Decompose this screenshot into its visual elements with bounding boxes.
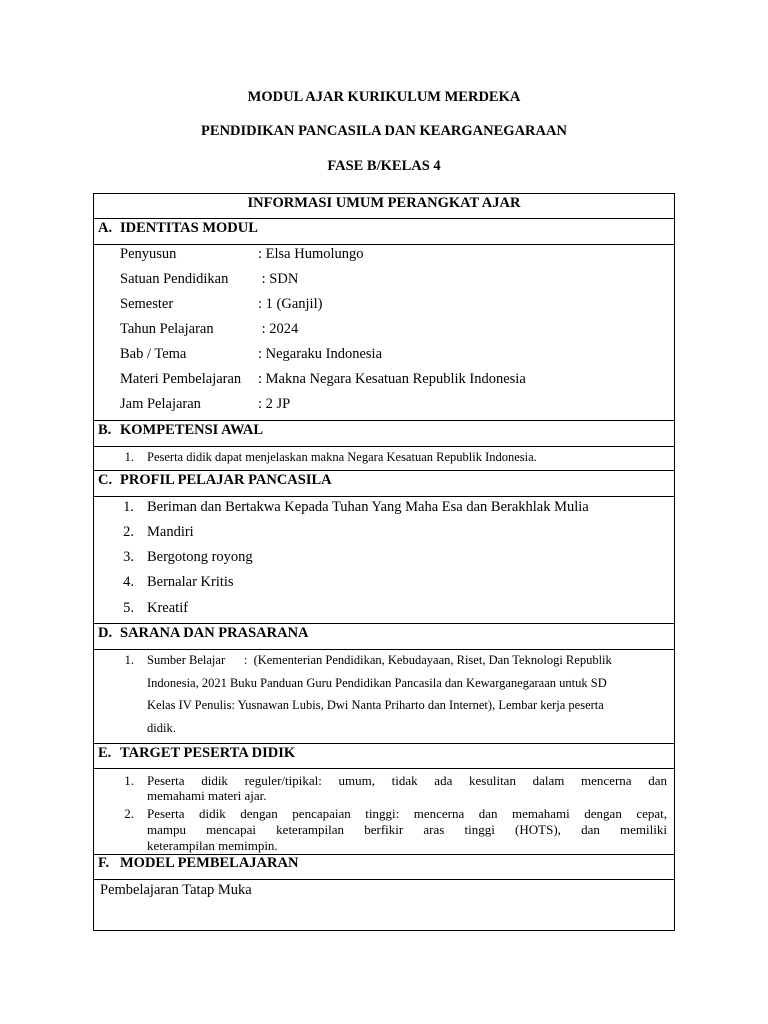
section-c-letter: C. xyxy=(98,472,113,488)
list-number: 1. xyxy=(123,499,134,515)
list-number: 1. xyxy=(124,653,134,667)
identity-label: Materi Pembelajaran xyxy=(120,371,242,387)
list-item: Bergotong royong xyxy=(147,549,253,565)
list-number: 5. xyxy=(123,600,134,616)
target-line: mampu mencapai keterampilan berfikir aras tinggi (HOTS), dan memiliki xyxy=(147,822,667,837)
identity-value: : 1 (Ganjil) xyxy=(258,296,323,312)
section-d-letter: D. xyxy=(98,625,113,641)
section-e-title: TARGET PESERTA DIDIK xyxy=(120,745,296,761)
section-c-title: PROFIL PELAJAR PANCASILA xyxy=(120,472,332,488)
identity-label: Jam Pelajaran xyxy=(120,396,201,412)
identity-value: : Elsa Humolungo xyxy=(258,246,364,262)
divider xyxy=(94,244,674,245)
target-line: Peserta didik reguler/tipikal: umum, tidak ada kesulitan dalam mencerna dan xyxy=(147,773,667,788)
divider xyxy=(94,446,674,447)
identity-value: : 2 JP xyxy=(258,396,291,412)
target-line: keterampilan memimpin. xyxy=(147,838,278,853)
divider xyxy=(94,879,674,880)
section-a-title: IDENTITAS MODUL xyxy=(120,220,258,236)
resource-line: Indonesia, 2021 Buku Panduan Guru Pendidikan Pancasila dan Kewarganegaraan untuk SD xyxy=(147,676,607,690)
resource-line: Sumber Belajar : (Kementerian Pendidikan, Kebudayaan, Riset, Dan Teknologi Republik xyxy=(147,653,612,667)
identity-label: Bab / Tema xyxy=(120,346,187,362)
identity-label: Semester xyxy=(120,296,174,312)
section-b-letter: B. xyxy=(98,422,112,438)
resource-line: didik. xyxy=(147,721,176,735)
identity-value: : Makna Negara Kesatuan Republik Indonesia xyxy=(258,371,526,387)
info-table xyxy=(93,193,675,931)
divider xyxy=(94,768,674,769)
list-item: Bernalar Kritis xyxy=(147,574,234,590)
identity-label: Tahun Pelajaran xyxy=(120,321,214,337)
title-line-3: FASE B/KELAS 4 xyxy=(327,158,441,174)
section-a-letter: A. xyxy=(98,220,113,236)
identity-value: : 2024 xyxy=(258,321,299,337)
list-number: 2. xyxy=(124,806,134,821)
section-f-letter: F. xyxy=(98,855,110,871)
list-number: 4. xyxy=(123,574,134,590)
title-line-1: MODUL AJAR KURIKULUM MERDEKA xyxy=(247,89,521,105)
table-header: INFORMASI UMUM PERANGKAT AJAR xyxy=(247,195,521,211)
identity-value: : Negaraku Indonesia xyxy=(258,346,383,362)
list-item: Beriman dan Bertakwa Kepada Tuhan Yang Maha Esa dan Berakhlak Mulia xyxy=(147,499,589,515)
identity-label: Satuan Pendidikan xyxy=(120,271,229,287)
section-f-title: MODEL PEMBELAJARAN xyxy=(120,855,299,871)
title-line-2: PENDIDIKAN PANCASILA DAN KEARGANEGARAAN xyxy=(201,123,567,139)
list-number: 3. xyxy=(123,549,134,565)
list-number: 1. xyxy=(124,450,134,464)
resource-line: Kelas IV Penulis: Yusnawan Lubis, Dwi Nanta Priharto dan Internet), Lembar kerja peserta xyxy=(147,698,604,712)
divider xyxy=(94,496,674,497)
list-item: Mandiri xyxy=(147,524,194,540)
target-line: memahami materi ajar. xyxy=(147,788,267,803)
section-b-title: KOMPETENSI AWAL xyxy=(120,422,264,438)
target-line: Peserta didik dengan pencapaian tinggi: mencerna dan memahami dengan cepat, xyxy=(147,806,667,821)
list-item: Peserta didik dapat menjelaskan makna Negara Kesatuan Republik Indonesia. xyxy=(147,450,537,464)
section-e-letter: E. xyxy=(98,745,112,761)
divider xyxy=(94,649,674,650)
section-d-title: SARANA DAN PRASARANA xyxy=(120,625,309,641)
list-number: 1. xyxy=(124,773,134,788)
list-item: Kreatif xyxy=(147,600,189,616)
list-number: 2. xyxy=(123,524,134,540)
identity-label: Penyusun xyxy=(120,246,177,262)
identity-value: : SDN xyxy=(258,271,299,287)
learning-model-text: Pembelajaran Tatap Muka xyxy=(100,882,252,898)
